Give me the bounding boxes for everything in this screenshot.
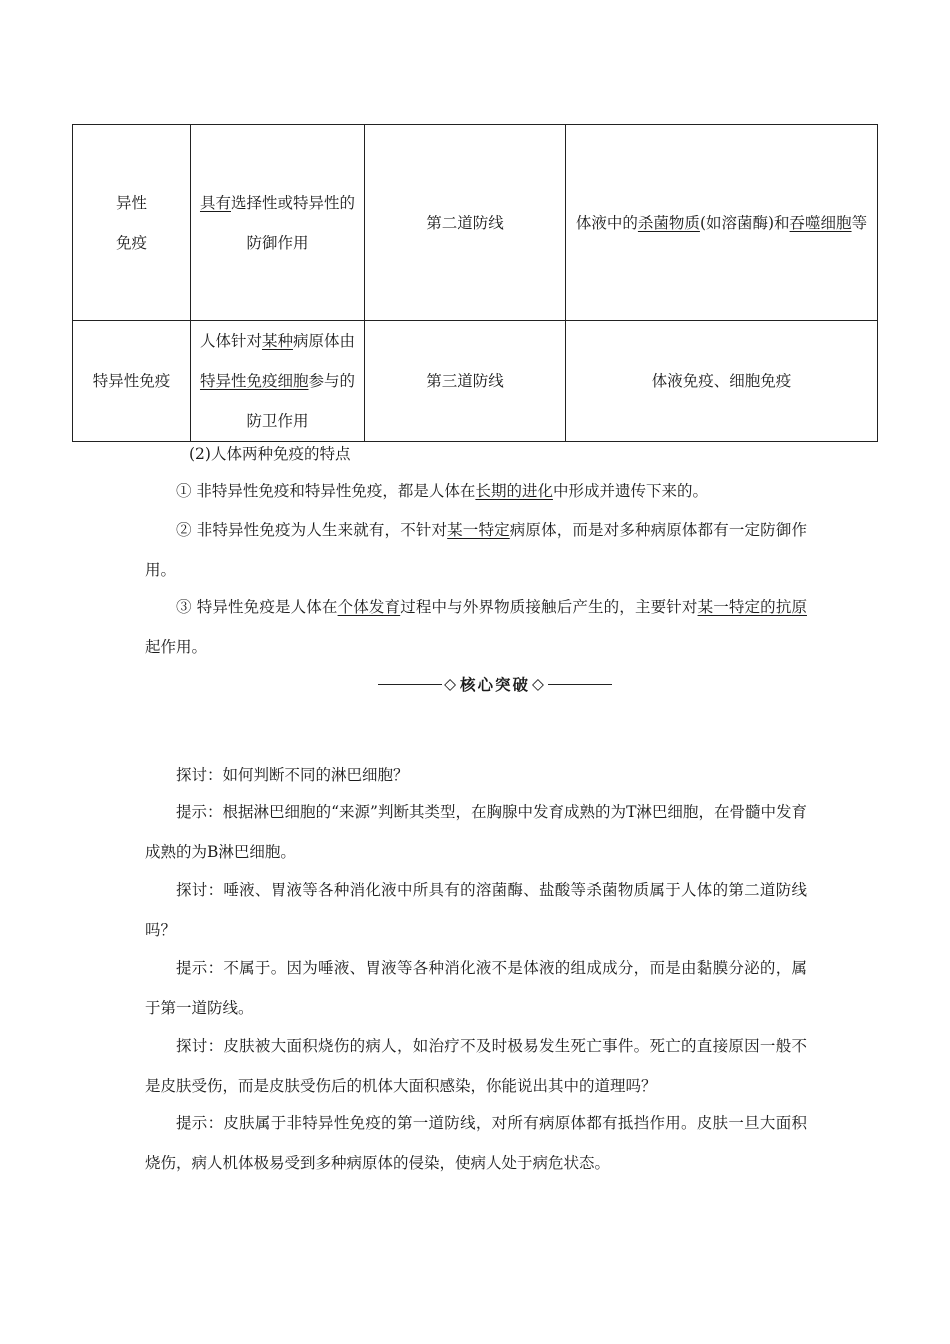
definition-cell: 具有选择性或特异性的防御作用 bbox=[191, 125, 365, 321]
table-row bbox=[73, 125, 878, 321]
discussion-hint: 提示：不属于。因为唾液、胃液等各种消化液不是体液的组成成分，而是由黏膜分泌的，属于第一道防线。 bbox=[145, 959, 807, 1017]
feature-paragraph-3: ③ 特异性免疫是人体在个体发育过程中与外界物质接触后产生的，主要针对某一特定的抗原起作用。 bbox=[145, 598, 807, 656]
diamond-icon: ◇ bbox=[444, 675, 458, 693]
composition-cell: 体液免疫、细胞免疫 bbox=[566, 321, 878, 442]
discussion-hint: 提示：根据淋巴细胞的“来源”判断其类型，在胸腺中发育成熟的为T淋巴细胞，在骨髓中发育成熟的为B淋巴细胞。 bbox=[145, 803, 807, 861]
immunity-type-cell: 异性 免疫 bbox=[73, 125, 191, 321]
table-row bbox=[73, 321, 878, 442]
immunity-table bbox=[72, 124, 878, 442]
divider-line bbox=[378, 684, 442, 685]
feature-paragraph-2: ② 非特异性免疫为人生来就有，不针对某一特定病原体，而是对多种病原体都有一定防御作用。 bbox=[145, 521, 807, 579]
composition-cell: 体液中的杀菌物质(如溶菌酶)和吞噬细胞等 bbox=[566, 125, 878, 321]
discussion-question: 探讨：唾液、胃液等各种消化液中所具有的溶菌酶、盐酸等杀菌物质属于人体的第二道防线吗？ bbox=[145, 881, 807, 939]
section-title-text: 核心突破 bbox=[459, 676, 530, 694]
features-heading: (2)人体两种免疫的特点 bbox=[189, 445, 351, 463]
immunity-type-cell: 特异性免疫 bbox=[73, 321, 191, 442]
discussion-question: 探讨：如何判断不同的淋巴细胞？ bbox=[176, 766, 409, 784]
definition-cell: 人体针对某种病原体由特异性免疫细胞参与的防卫作用 bbox=[191, 321, 365, 442]
section-title bbox=[360, 672, 630, 696]
defense-line-cell: 第三道防线 bbox=[365, 321, 566, 442]
diamond-icon: ◇ bbox=[532, 675, 546, 693]
defense-line-cell: 第二道防线 bbox=[365, 125, 566, 321]
divider-line bbox=[548, 684, 612, 685]
feature-paragraph-1: ① 非特异性免疫和特异性免疫，都是人体在长期的进化中形成并遗传下来的。 bbox=[176, 482, 708, 500]
discussion-hint: 提示：皮肤属于非特异性免疫的第一道防线，对所有病原体都有抵挡作用。皮肤一旦大面积烧伤，病人机体极易受到多种病原体的侵染，使病人处于病危状态。 bbox=[145, 1114, 807, 1172]
discussion-question: 探讨：皮肤被大面积烧伤的病人，如治疗不及时极易发生死亡事件。死亡的直接原因一般不是皮肤受伤，而是皮肤受伤后的机体大面积感染，你能说出其中的道理吗？ bbox=[145, 1037, 807, 1095]
